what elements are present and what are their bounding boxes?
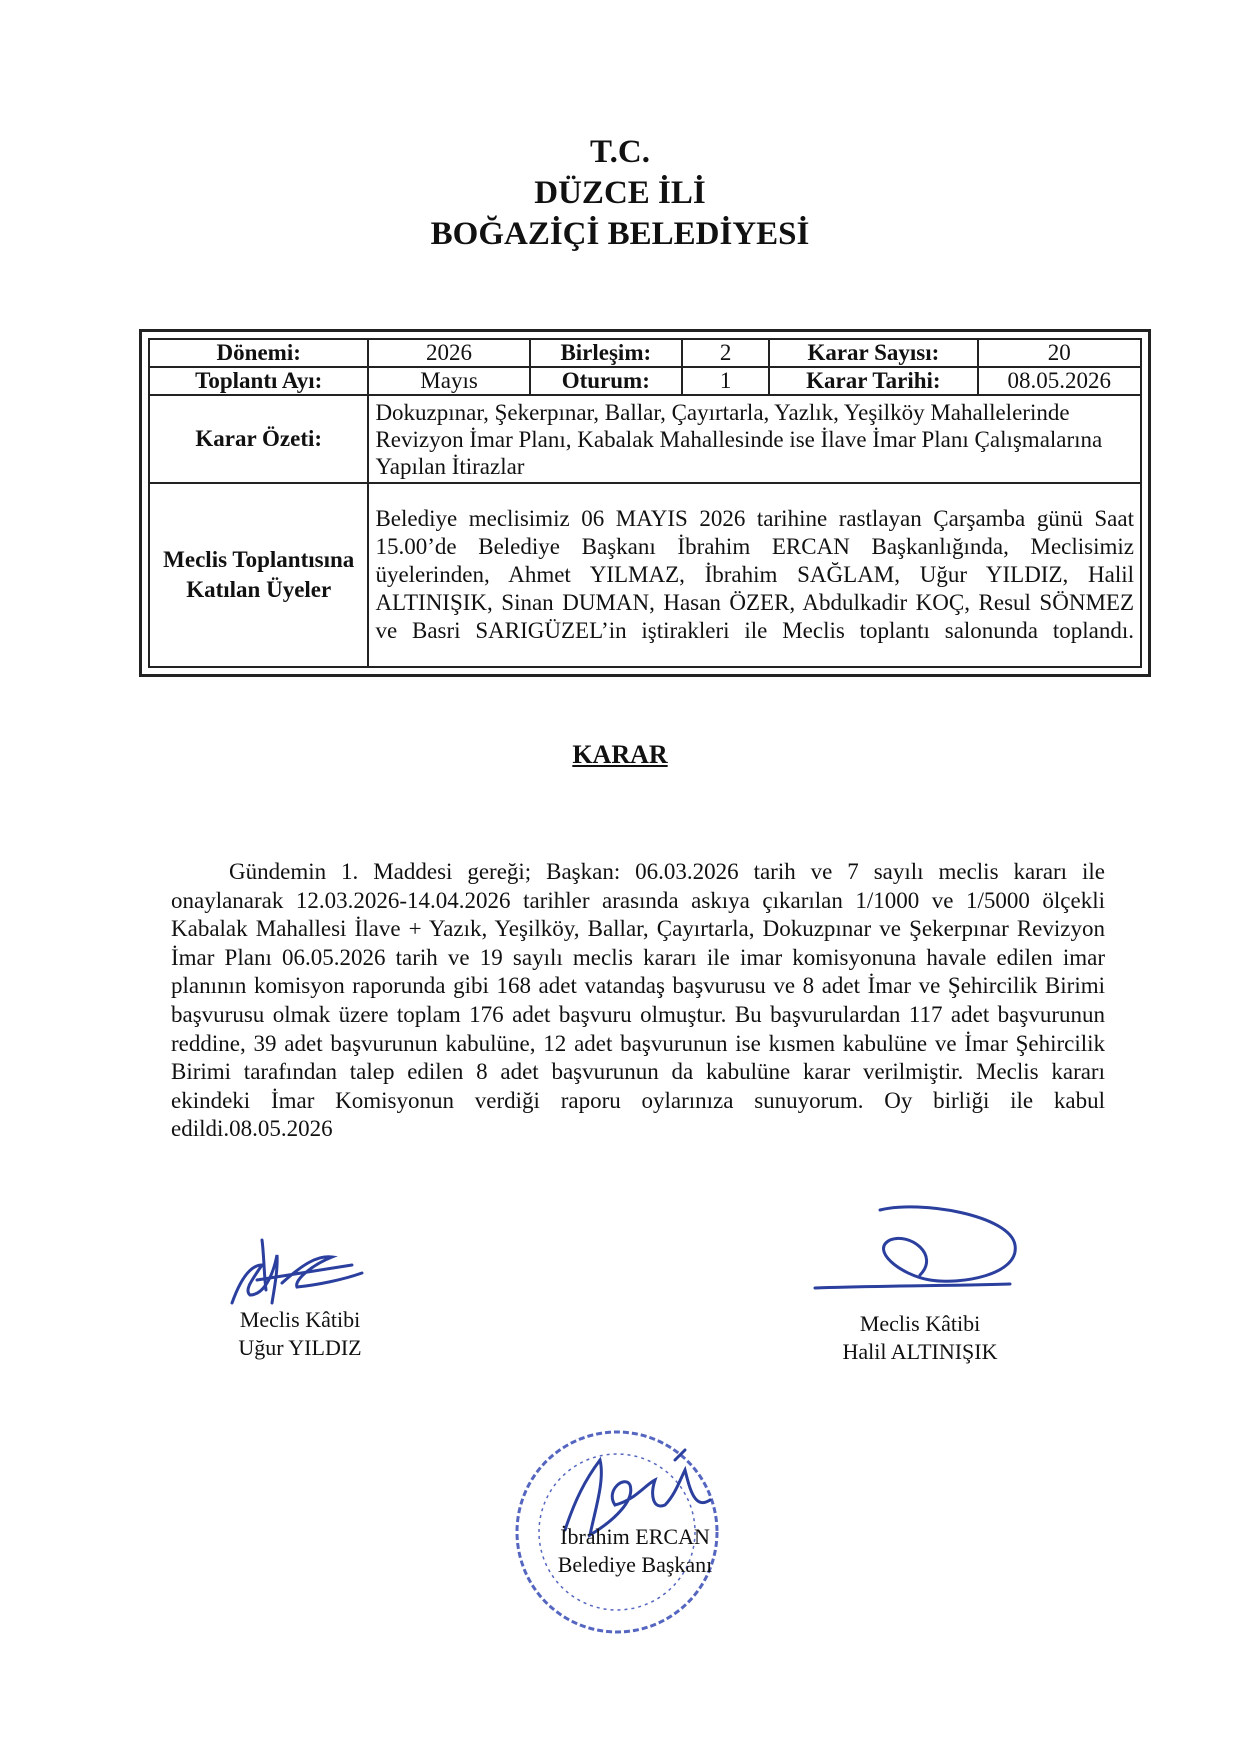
header-tc: T.C. [590, 134, 650, 170]
left-signatory [180, 1306, 420, 1362]
karar-sayisi-value: 20 [978, 339, 1142, 367]
header-municipality: BOĞAZİÇİ BELEDİYESİ [430, 216, 810, 252]
mayor-signatory [535, 1523, 735, 1579]
oturum-value: 1 [682, 367, 769, 395]
toplanti-ayi-value: Mayıs [368, 367, 529, 395]
karar-ozeti-value: Dokuzpınar, Şekerpınar, Ballar, Çayırtarla, Yazlık, Yeşilköy Mahallelerinde Revizyon İmar Planı, Kabalak Mahallesinde ise İlave İmar Planı Çalışmalarına Yapılan İtirazlar [368, 395, 1141, 483]
table-row [149, 339, 1141, 367]
donemi-value: 2026 [368, 339, 529, 367]
birlesim-label: Birleşim: [530, 339, 682, 367]
header-province: DÜZCE İLİ [534, 175, 706, 211]
oturum-label: Oturum: [530, 367, 682, 395]
table-row [149, 367, 1141, 395]
right-signatory-name: Halil ALTINIŞIK [842, 1339, 998, 1364]
left-signature [222, 1235, 372, 1310]
document-header [0, 132, 1240, 255]
donemi-label: Dönemi: [149, 339, 368, 367]
karar-body: Gündemin 1. Maddesi gereği; Başkan: 06.03.2026 tarih ve 7 sayılı meclis kararı ile onaylanarak 12.03.2026-14.04.2026 tarihler arasında askıya çıkarılan 1/1000 ve 1/5000 ölçekli Kabalak Mahallesi İlave + Yazık, Yeşilköy, Ballar, Çayırtarla, Dokuzpınar ve Şekerpınar Revizyon İmar Planı 06.05.2026 tarih ve 19 sayılı meclis kararı ile imar komisyonuna havale edilen imar planının komisyon raporunda gibi 168 adet vatandaş başvurusu ve 8 adet İmar ve Şehircilik Birimi başvurusu olmak üzere toplam 176 adet başvuru olmuştur. Bu başvurulardan 117 adet başvurunun reddine, 39 adet başvurunun kabulüne, 12 adet başvurunun ise kısmen kabulüne ve İmar Şehircilik Birimi tarafından talep edilen 8 adet başvurunun da kabulüne karar verilmiştir. Meclis kararı ekindeki İmar Komisyonun verdiği raporu oylarınıza sunuyorum. Oy birliği ile kabul edildi.08.05.2026 [171, 859, 1105, 1142]
decision-info-table [148, 338, 1142, 668]
right-signature [810, 1200, 1030, 1300]
right-signatory [790, 1310, 1050, 1366]
mayor-title: Belediye Başkanı [557, 1552, 713, 1577]
karar-ozeti-label: Karar Özeti: [149, 395, 368, 483]
karar-title: KARAR [572, 740, 668, 769]
right-signatory-title: Meclis Kâtibi [859, 1311, 981, 1336]
toplanti-ayi-label: Toplantı Ayı: [149, 367, 368, 395]
table-row [149, 483, 1141, 667]
table-row [149, 395, 1141, 483]
left-signatory-name: Uğur YILDIZ [238, 1335, 362, 1360]
left-signatory-title: Meclis Kâtibi [239, 1307, 361, 1332]
uyeler-value: Belediye meclisimiz 06 MAYIS 2026 tarihine rastlayan Çarşamba günü Saat 15.00’de Belediye Başkanı İbrahim ERCAN Başkanlığında, Meclisimiz üyelerinden, Ahmet YILMAZ, İbrahim SAĞLAM, Uğur YILDIZ, Halil ALTINIŞIK, Sinan DUMAN, Hasan ÖZER, Abdulkadir KOÇ, Resul SÖNMEZ ve Basri SARIGÜZEL’in iştirakleri ile Meclis toplantı salonunda toplandı. [368, 483, 1141, 667]
decision-info-box [139, 329, 1151, 677]
karar-sayisi-label: Karar Sayısı: [769, 339, 977, 367]
mayor-name: İbrahim ERCAN [560, 1524, 710, 1549]
birlesim-value: 2 [682, 339, 769, 367]
uyeler-label: Meclis Toplantısına Katılan Üyeler [149, 483, 368, 667]
karar-tarihi-value: 08.05.2026 [978, 367, 1142, 395]
karar-tarihi-label: Karar Tarihi: [769, 367, 977, 395]
